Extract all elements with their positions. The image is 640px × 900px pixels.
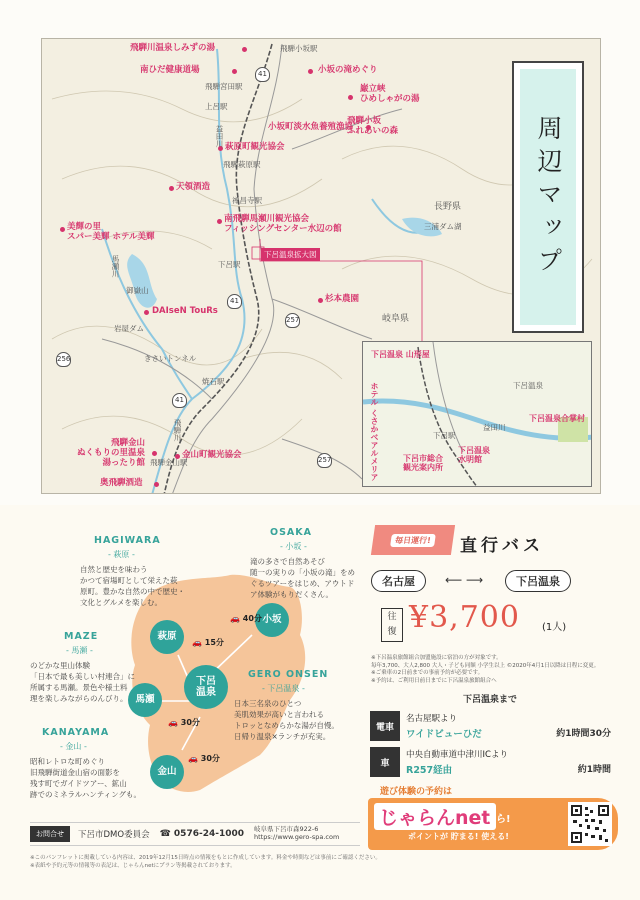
area-title-gero: GERO ONSEN: [248, 669, 329, 680]
pref-label: 長野県: [434, 202, 462, 212]
area-desc-kanayama: 昭和レトロな町めぐり 旧飛騨街道金山宿の面影を 残す町でガイドツアー、鉱山 跡でのミネラルハンティングも。: [30, 757, 141, 799]
pref-label: 岐阜県: [382, 314, 410, 324]
area-desc-hagiwara: 自然と歴史を味わう かつて宿場町として栄えた萩 原町。豊かな自然の中で歴史・ 文化とグルメを楽しむ。: [80, 565, 185, 607]
spot-label: 奥飛騨酒造: [100, 478, 143, 488]
area-map: [41, 38, 601, 494]
area-sub-hagiwara: - 萩原 -: [108, 550, 135, 559]
inset-spot-label: 下呂市総合 観光案内所: [403, 454, 443, 473]
qr-code-icon[interactable]: [568, 802, 612, 846]
inset-map: [362, 341, 592, 487]
bus-to-station: 下呂温泉: [505, 570, 571, 592]
map-title: 周辺マップ: [534, 114, 563, 280]
fare-price: ¥3,700: [409, 600, 520, 635]
route-arrows-icon: ⟵ ⟶: [445, 573, 484, 587]
access-row-train: 電車 名古屋駅より ワイドビューひだ 約1時間30分: [370, 711, 615, 743]
spot-label: 南飛騨馬瀬川観光協会 フィッシングセンター水辺の館: [224, 214, 342, 234]
station-label: 下呂駅: [218, 260, 241, 269]
place-label: 御嶽山: [126, 286, 149, 295]
station-label: 飛騨小坂駅: [280, 44, 318, 53]
area-title-hagiwara: HAGIWARA: [94, 535, 161, 546]
spot-dot: [308, 69, 313, 74]
enlarge-map-label: 下呂温泉拡大図: [261, 248, 320, 261]
route-sign: 41: [255, 67, 270, 82]
spot-label: 飛騨川温泉しみずの湯: [130, 43, 216, 53]
station-label: 焼石駅: [202, 377, 225, 386]
area-title-maze: MAZE: [64, 631, 99, 642]
contact-bar: [30, 822, 360, 846]
bottom-section: [0, 505, 640, 900]
route-sign: 41: [172, 393, 187, 408]
time-kanayama: 🚗 30分: [188, 754, 220, 763]
river-label: 飛騨川: [173, 419, 182, 442]
spot-dot: [144, 310, 149, 315]
station-label: 禅昌寺駅: [232, 196, 262, 205]
car-icon: 🚗: [192, 638, 202, 647]
spot-label: 小坂の滝めぐり: [318, 65, 378, 75]
spot-dot: [242, 47, 247, 52]
spot-label: 天領酒造: [176, 182, 211, 192]
spot-dot: [217, 219, 222, 224]
node-osaka: 小坂: [255, 603, 289, 637]
route-sign: 257: [285, 313, 300, 328]
station-label: 上呂駅: [205, 102, 228, 111]
fare-unit: (1人): [542, 622, 567, 633]
node-kanayama: 金山: [150, 755, 184, 789]
spot-label: 飛騨金山 ぬくもりの里温泉 湯ったり館: [77, 438, 146, 468]
node-gero: 下呂 温泉: [184, 665, 228, 709]
area-sub-osaka: - 小坂 -: [280, 542, 307, 551]
spot-label: 美輝の里 スパー美輝 ホテル美輝: [67, 222, 155, 242]
jalan-subtext: ポイントが 貯まる! 使える!: [408, 832, 509, 841]
place-label: 三浦ダム湖: [424, 222, 462, 231]
area-title-kanayama: KANAYAMA: [42, 727, 110, 738]
spot-label: 小坂町淡水魚養殖漁協: [268, 122, 354, 132]
access-row-car: 車 中央自動車道中津川ICより R257経由 約1時間: [370, 747, 615, 779]
spot-dot: [169, 186, 174, 191]
spot-dot: [60, 227, 65, 232]
time-osaka: 🚗 40分: [230, 614, 262, 623]
area-desc-gero: 日本三名泉のひとつ 美肌効果が高いと言われる トロッとなめらかな湯が自慢。 日帰り温泉×ランチが充実。: [234, 699, 339, 741]
jalan-banner[interactable]: じゃらんnet から! ポイントが 貯まる! 使える!: [368, 798, 618, 850]
spot-label: 南ひだ健康道場: [140, 65, 200, 75]
bus-panel: [365, 525, 620, 815]
station-label: 飛騨萩原駅: [223, 160, 261, 169]
area-sub-gero: - 下呂温泉 -: [262, 684, 305, 693]
spot-dot: [152, 451, 157, 456]
node-maze: 馬瀬: [128, 683, 162, 717]
train-mode-badge: 電車: [370, 711, 400, 741]
spot-label: DAIseN TouRs: [152, 306, 218, 316]
contact-address: 岐阜県下呂市森922-6 https://www.gero-spa.com: [254, 825, 340, 841]
spot-label: 金山町観光協会: [182, 450, 242, 460]
node-hagiwara: 萩原: [150, 620, 184, 654]
car-icon: 🚗: [188, 754, 198, 763]
fare-badge: 往 復: [381, 608, 403, 642]
inset-place-label: 下呂駅: [433, 431, 456, 440]
route-sign: 41: [227, 294, 242, 309]
bus-notes: ※下呂温泉旅館組合加盟施設に宿泊の方が対象です。 毎年3,700、大人2,800 大人・子ども同額 小学生以上 ©2020年4月1日以降は日程に変更。 ※ご乗車の2日前までの事前予約が必要です。 ※予約は、ご利用日前日までに下呂温泉旅館組合へ: [371, 655, 600, 685]
spot-dot: [154, 482, 159, 487]
car-icon: 🚗: [168, 718, 178, 727]
contact-phone[interactable]: ☎ 0576-24-1000: [159, 829, 245, 839]
jalan-heading: 遊び体験の予約は: [380, 787, 453, 797]
station-label: 飛騨金山駅: [150, 458, 188, 467]
place-label: きさいトンネル: [144, 354, 197, 363]
area-title-osaka: OSAKA: [270, 527, 312, 538]
spot-label: 飛騨小坂 ふれあいの森: [347, 116, 399, 136]
inset-spot-label: ホテル くさかべアルメリア: [370, 382, 379, 481]
time-hagiwara: 🚗 15分: [192, 638, 224, 647]
contact-org: 下呂市DMO委員会: [78, 830, 150, 840]
car-mode-badge: 車: [370, 747, 400, 777]
access-title: 下呂温泉まで: [462, 695, 517, 705]
area-desc-maze: のどかな里山体験 「日本で最も美しい村連合」に 所属する馬瀬。景色や様土料 理を楽しみながらのんびり。: [30, 661, 135, 703]
spot-dot: [232, 69, 237, 74]
station-label: 飛騨宮田駅: [205, 82, 243, 91]
route-sign: 257: [317, 453, 332, 468]
inset-place-label: 益田川: [483, 423, 506, 432]
time-maze: 🚗 30分: [168, 718, 200, 727]
map-title-box: [512, 61, 584, 333]
spot-label: 巌立峡 ひめしゃがの湯: [360, 84, 420, 104]
place-label: 岩屋ダム: [114, 324, 144, 333]
area-sub-kanayama: - 金山 -: [60, 742, 87, 751]
inset-spot-label: 下呂温泉合掌村: [529, 414, 585, 423]
spot-label: 萩原町観光協会: [225, 142, 285, 152]
river-label: 益田川: [215, 125, 224, 148]
footnote: ※このパンフレットに掲載している内容は、2019年12月15日時点の情報をもとに作成しています。料金や時間などは事前にご確認ください。 ※表紙や予約元等の情報等の表記は、じゃらんnetにプラン等掲載されております。: [30, 855, 381, 869]
inset-place-label: 下呂温泉: [513, 381, 543, 390]
area-desc-osaka: 滝の多さで自然あそび 随一の実りの「小坂の滝」をめ ぐるツアーをはじめ、アウトド ア体験がもりだくさん。: [250, 557, 355, 599]
jalan-logo: じゃらんnet: [374, 803, 496, 830]
inset-spot-label: 下呂温泉 山形屋: [371, 350, 430, 359]
contact-tag: お問合せ: [30, 826, 70, 842]
inset-spot-label: 下呂温泉 水明館: [458, 446, 490, 465]
river-label: 馬瀬川: [111, 255, 120, 278]
bus-tag: 毎日運行!: [371, 525, 455, 555]
spot-dot: [318, 298, 323, 303]
area-sub-maze: - 馬瀬 -: [66, 646, 93, 655]
spot-label: 杉本農園: [325, 294, 360, 304]
bus-title: 直行バス: [460, 536, 544, 556]
route-sign: 256: [56, 352, 71, 367]
bus-from-station: 名古屋: [371, 570, 426, 592]
spot-dot: [348, 95, 353, 100]
car-icon: 🚗: [230, 614, 240, 623]
